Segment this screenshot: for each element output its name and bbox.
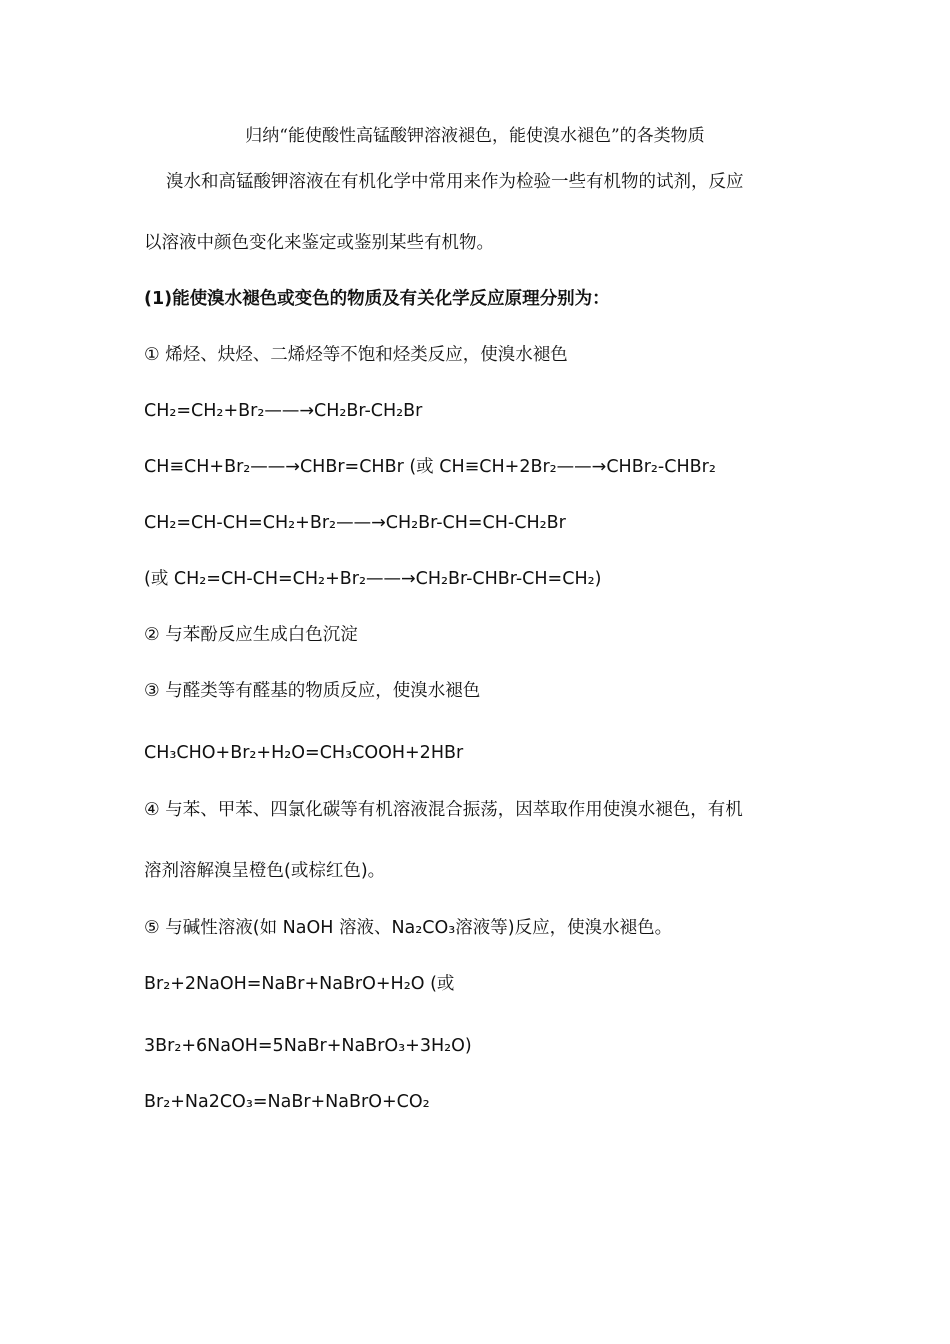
list-item-4-line-1: ④ 与苯、甲苯、四氯化碳等有机溶液混合振荡，因萃取作用使溴水褪色，有机 [144,800,743,820]
intro-line-2: 以溶液中颜色变化来鉴定或鉴别某些有机物。 [144,233,494,253]
equation-ethylene-bromine: CH₂=CH₂+Br₂——→CH₂Br-CH₂Br [144,401,423,421]
equation-butadiene-12-addition: (或 CH₂=CH-CH=CH₂+Br₂——→CH₂Br-CHBr-CH=CH₂) [144,569,602,589]
equation-sodium-carbonate-bromine: Br₂+Na2CO₃=NaBr+NaBrO+CO₂ [144,1092,430,1112]
list-item-2: ② 与苯酚反应生成白色沉淀 [144,625,358,645]
equation-naoh-bromine-line-1: Br₂+2NaOH=NaBr+NaBrO+H₂O (或 [144,974,455,994]
equation-butadiene-14-addition: CH₂=CH-CH=CH₂+Br₂——→CH₂Br-CH=CH-CH₂Br [144,513,566,533]
document-title: 归纳“能使酸性高锰酸钾溶液褪色，能使溴水褪色”的各类物质 [245,126,705,146]
list-item-4-line-2: 溶剂溶解溴呈橙色(或棕红色)。 [144,861,386,881]
list-item-1: ① 烯烃、炔烃、二烯烃等不饱和烃类反应，使溴水褪色 [144,345,568,365]
section-heading: (1)能使溴水褪色或变色的物质及有关化学反应原理分别为： [144,289,610,309]
equation-acetylene-bromine: CH≡CH+Br₂——→CHBr=CHBr (或 CH≡CH+2Br₂——→CHBr₂-CHBr₂ [144,457,716,477]
list-item-3: ③ 与醛类等有醛基的物质反应，使溴水褪色 [144,681,481,701]
equation-acetaldehyde-bromine: CH₃CHO+Br₂+H₂O=CH₃COOH+2HBr [144,743,464,763]
list-item-5: ⑤ 与碱性溶液(如 NaOH 溶液、Na₂CO₃溶液等)反应，使溴水褪色。 [144,918,673,938]
equation-naoh-bromine-line-2: 3Br₂+6NaOH=5NaBr+NaBrO₃+3H₂O) [144,1036,472,1056]
intro-line-1: 溴水和高锰酸钾溶液在有机化学中常用来作为检验一些有机物的试剂，反应 [166,172,744,192]
